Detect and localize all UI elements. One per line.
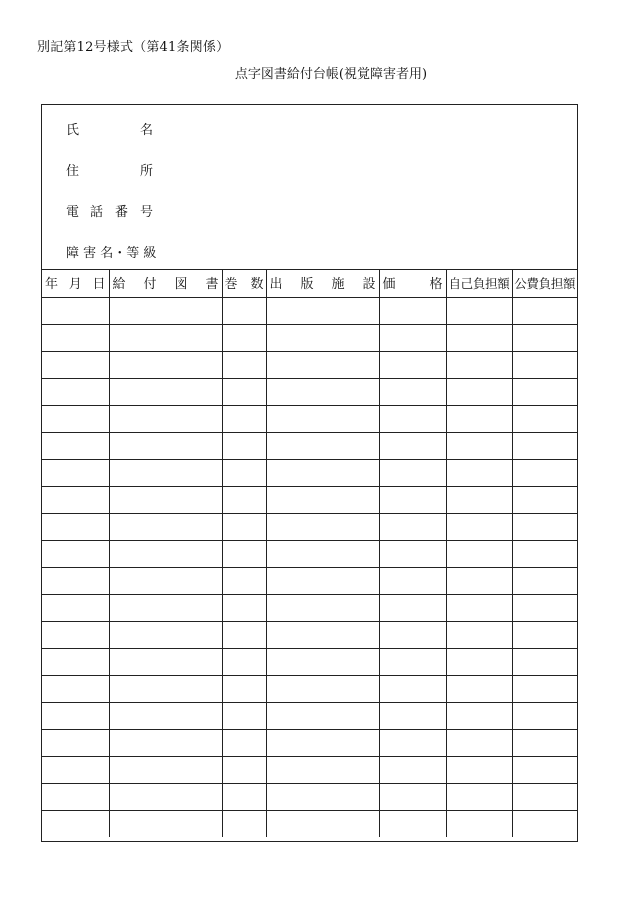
table-row	[42, 351, 577, 378]
cell-volumes[interactable]	[222, 675, 266, 702]
cell-date[interactable]	[42, 432, 109, 459]
cell-volumes[interactable]	[222, 729, 266, 756]
cell-book[interactable]	[109, 324, 222, 351]
cell-public-pay[interactable]	[512, 675, 577, 702]
cell-book[interactable]	[109, 297, 222, 324]
address-label-1: 住	[66, 164, 80, 179]
cell-book[interactable]	[109, 540, 222, 567]
cell-book[interactable]	[109, 486, 222, 513]
table-row	[42, 459, 577, 486]
ledger-form	[41, 104, 578, 842]
phone-label-1: 電	[66, 205, 80, 220]
table-row	[42, 756, 577, 783]
cell-publisher[interactable]	[266, 756, 379, 783]
cell-publisher[interactable]	[266, 783, 379, 810]
cell-public-pay[interactable]	[512, 783, 577, 810]
cell-volumes[interactable]	[222, 702, 266, 729]
cell-public-pay[interactable]	[512, 459, 577, 486]
cell-publisher[interactable]	[266, 702, 379, 729]
header-char: 年	[45, 277, 59, 293]
header-char: 巻	[224, 277, 238, 293]
header-char: 付	[143, 277, 157, 293]
cell-self-pay[interactable]	[446, 567, 512, 594]
table-row	[42, 324, 577, 351]
cell-date[interactable]	[42, 783, 109, 810]
cell-book[interactable]	[109, 378, 222, 405]
cell-volumes[interactable]	[222, 513, 266, 540]
cell-public-pay[interactable]	[512, 648, 577, 675]
cell-publisher[interactable]	[266, 729, 379, 756]
cell-price[interactable]	[379, 648, 446, 675]
table-row	[42, 675, 577, 702]
cell-self-pay[interactable]	[446, 648, 512, 675]
cell-date[interactable]	[42, 351, 109, 378]
header-char: 図	[174, 277, 188, 293]
cell-date[interactable]	[42, 540, 109, 567]
cell-publisher[interactable]	[266, 405, 379, 432]
cell-self-pay[interactable]	[446, 378, 512, 405]
cell-date[interactable]	[42, 702, 109, 729]
table-row	[42, 810, 577, 837]
cell-price[interactable]	[379, 432, 446, 459]
form-reference: 別記第12号様式（第41条関係）	[37, 40, 230, 55]
cell-self-pay[interactable]	[446, 756, 512, 783]
cell-book[interactable]	[109, 351, 222, 378]
cell-volumes[interactable]	[222, 297, 266, 324]
cell-self-pay[interactable]	[446, 540, 512, 567]
header-text: 公費負担額	[514, 275, 576, 291]
cell-book[interactable]	[109, 621, 222, 648]
cell-book[interactable]	[109, 432, 222, 459]
cell-publisher[interactable]	[266, 432, 379, 459]
cell-publisher[interactable]	[266, 567, 379, 594]
name-label-1: 氏	[66, 123, 80, 138]
cell-public-pay[interactable]	[512, 756, 577, 783]
table-row	[42, 594, 577, 621]
cell-self-pay[interactable]	[446, 621, 512, 648]
cell-price[interactable]	[379, 567, 446, 594]
cell-date[interactable]	[42, 756, 109, 783]
cell-public-pay[interactable]	[512, 432, 577, 459]
cell-public-pay[interactable]	[512, 621, 577, 648]
header-char: 数	[250, 277, 264, 293]
table-row	[42, 702, 577, 729]
cell-volumes[interactable]	[222, 783, 266, 810]
cell-self-pay[interactable]	[446, 702, 512, 729]
cell-public-pay[interactable]	[512, 486, 577, 513]
cell-publisher[interactable]	[266, 675, 379, 702]
cell-self-pay[interactable]	[446, 513, 512, 540]
cell-self-pay[interactable]	[446, 297, 512, 324]
cell-self-pay[interactable]	[446, 486, 512, 513]
cell-price[interactable]	[379, 540, 446, 567]
header-char: 格	[429, 277, 443, 293]
disability-field[interactable]	[66, 242, 156, 261]
cell-volumes[interactable]	[222, 405, 266, 432]
table-row	[42, 405, 577, 432]
table-row	[42, 378, 577, 405]
cell-volumes[interactable]	[222, 621, 266, 648]
cell-price[interactable]	[379, 486, 446, 513]
cell-self-pay[interactable]	[446, 810, 512, 837]
cell-self-pay[interactable]	[446, 594, 512, 621]
cell-book[interactable]	[109, 513, 222, 540]
header-char: 設	[362, 277, 376, 293]
cell-book[interactable]	[109, 729, 222, 756]
table-row	[42, 432, 577, 459]
cell-price[interactable]	[379, 351, 446, 378]
cell-volumes[interactable]	[222, 810, 266, 837]
column-header-price	[379, 269, 446, 297]
cell-publisher[interactable]	[266, 324, 379, 351]
cell-public-pay[interactable]	[512, 405, 577, 432]
cell-public-pay[interactable]	[512, 567, 577, 594]
header-char: 給	[112, 277, 126, 293]
cell-date[interactable]	[42, 324, 109, 351]
table-header-row	[42, 269, 577, 297]
cell-public-pay[interactable]	[512, 324, 577, 351]
cell-public-pay[interactable]	[512, 594, 577, 621]
table-row	[42, 648, 577, 675]
cell-volumes[interactable]	[222, 459, 266, 486]
table-row	[42, 567, 577, 594]
cell-publisher[interactable]	[266, 297, 379, 324]
cell-volumes[interactable]	[222, 756, 266, 783]
cell-public-pay[interactable]	[512, 378, 577, 405]
cell-public-pay[interactable]	[512, 540, 577, 567]
cell-date[interactable]	[42, 675, 109, 702]
cell-self-pay[interactable]	[446, 783, 512, 810]
cell-price[interactable]	[379, 297, 446, 324]
cell-volumes[interactable]	[222, 351, 266, 378]
cell-date[interactable]	[42, 567, 109, 594]
table-row	[42, 621, 577, 648]
table-row	[42, 783, 577, 810]
cell-public-pay[interactable]	[512, 810, 577, 837]
cell-volumes[interactable]	[222, 540, 266, 567]
phone-label-3: 番	[115, 205, 129, 220]
header-char: 価	[382, 277, 396, 293]
cell-date[interactable]	[42, 378, 109, 405]
cell-public-pay[interactable]	[512, 513, 577, 540]
header-char: 書	[205, 277, 219, 293]
table-row	[42, 729, 577, 756]
cell-volumes[interactable]	[222, 567, 266, 594]
cell-publisher[interactable]	[266, 648, 379, 675]
cell-public-pay[interactable]	[512, 702, 577, 729]
cell-price[interactable]	[379, 459, 446, 486]
header-char: 施	[331, 277, 345, 293]
cell-self-pay[interactable]	[446, 729, 512, 756]
cell-date[interactable]	[42, 486, 109, 513]
name-label-2: 名	[140, 123, 154, 138]
cell-book[interactable]	[109, 783, 222, 810]
cell-volumes[interactable]	[222, 486, 266, 513]
table-row	[42, 297, 577, 324]
header-text: 自己負担額	[448, 275, 510, 291]
header-char: 日	[92, 277, 106, 293]
cell-publisher[interactable]	[266, 540, 379, 567]
ledger-table	[42, 269, 577, 837]
cell-date[interactable]	[42, 297, 109, 324]
cell-self-pay[interactable]	[446, 405, 512, 432]
cell-volumes[interactable]	[222, 594, 266, 621]
cell-price[interactable]	[379, 702, 446, 729]
cell-price[interactable]	[379, 675, 446, 702]
cell-book[interactable]	[109, 810, 222, 837]
column-header-volumes	[222, 269, 266, 297]
table-row	[42, 486, 577, 513]
cell-self-pay[interactable]	[446, 459, 512, 486]
cell-book[interactable]	[109, 648, 222, 675]
cell-date[interactable]	[42, 513, 109, 540]
phone-label-4: 号	[140, 205, 154, 220]
cell-date[interactable]	[42, 729, 109, 756]
cell-date[interactable]	[42, 648, 109, 675]
cell-price[interactable]	[379, 783, 446, 810]
ledger-rows	[42, 297, 577, 837]
cell-volumes[interactable]	[222, 378, 266, 405]
cell-price[interactable]	[379, 810, 446, 837]
cell-book[interactable]	[109, 594, 222, 621]
column-header-book	[109, 269, 222, 297]
cell-date[interactable]	[42, 405, 109, 432]
column-header-public-pay	[512, 269, 577, 297]
cell-self-pay[interactable]	[446, 351, 512, 378]
cell-publisher[interactable]	[266, 378, 379, 405]
cell-book[interactable]	[109, 756, 222, 783]
cell-public-pay[interactable]	[512, 297, 577, 324]
table-row	[42, 513, 577, 540]
column-header-self-pay	[446, 269, 512, 297]
address-label-2: 所	[140, 164, 154, 179]
cell-volumes[interactable]	[222, 432, 266, 459]
phone-label-2: 話	[90, 205, 104, 220]
cell-date[interactable]	[42, 594, 109, 621]
cell-publisher[interactable]	[266, 810, 379, 837]
header-char: 版	[300, 277, 314, 293]
page-title: 点字図書給付台帳(視覚障害者用)	[234, 67, 428, 82]
cell-publisher[interactable]	[266, 351, 379, 378]
cell-volumes[interactable]	[222, 324, 266, 351]
cell-price[interactable]	[379, 513, 446, 540]
cell-self-pay[interactable]	[446, 675, 512, 702]
cell-volumes[interactable]	[222, 648, 266, 675]
cell-date[interactable]	[42, 810, 109, 837]
cell-price[interactable]	[379, 621, 446, 648]
cell-book[interactable]	[109, 702, 222, 729]
cell-price[interactable]	[379, 378, 446, 405]
cell-book[interactable]	[109, 567, 222, 594]
cell-publisher[interactable]	[266, 513, 379, 540]
cell-public-pay[interactable]	[512, 729, 577, 756]
cell-price[interactable]	[379, 756, 446, 783]
cell-publisher[interactable]	[266, 594, 379, 621]
cell-date[interactable]	[42, 621, 109, 648]
cell-book[interactable]	[109, 405, 222, 432]
cell-price[interactable]	[379, 324, 446, 351]
cell-publisher[interactable]	[266, 459, 379, 486]
cell-publisher[interactable]	[266, 621, 379, 648]
column-header-publisher	[266, 269, 379, 297]
cell-date[interactable]	[42, 459, 109, 486]
cell-self-pay[interactable]	[446, 432, 512, 459]
cell-price[interactable]	[379, 594, 446, 621]
disability-label: 障 害 名・等 級	[66, 246, 157, 261]
cell-self-pay[interactable]	[446, 324, 512, 351]
cell-publisher[interactable]	[266, 486, 379, 513]
cell-book[interactable]	[109, 459, 222, 486]
applicant-info	[42, 105, 577, 270]
cell-price[interactable]	[379, 405, 446, 432]
cell-book[interactable]	[109, 675, 222, 702]
header-char: 出	[269, 277, 283, 293]
cell-price[interactable]	[379, 729, 446, 756]
header-char: 月	[68, 277, 82, 293]
cell-public-pay[interactable]	[512, 351, 577, 378]
column-header-date	[42, 269, 109, 297]
table-row	[42, 540, 577, 567]
